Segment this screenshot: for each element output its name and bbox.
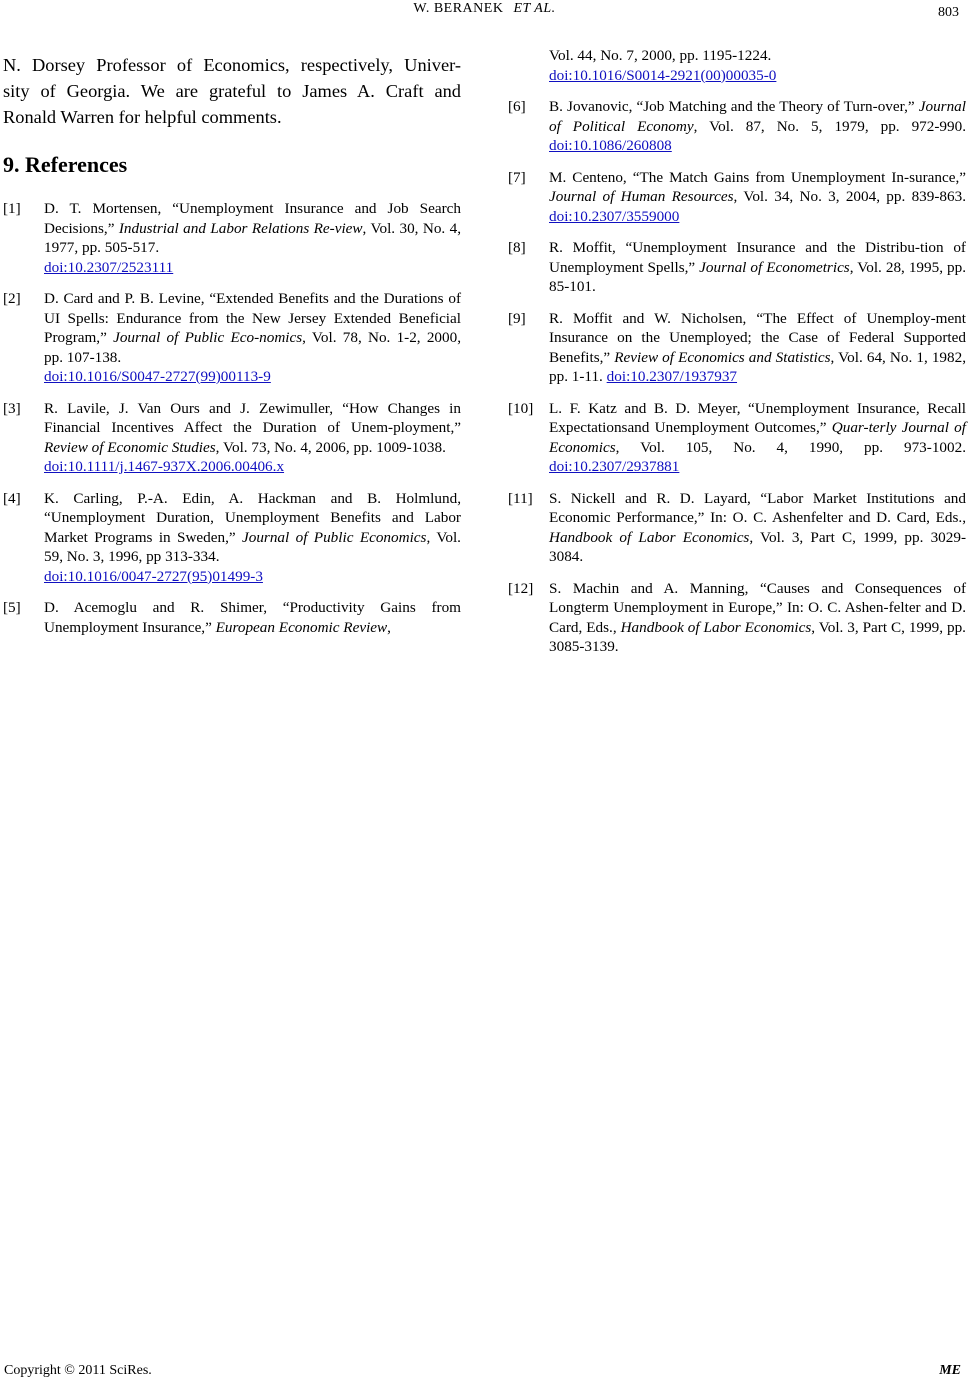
header-authors: W. BERANEK bbox=[413, 1, 504, 16]
doi-link[interactable]: doi:10.1016/S0047-2727(99)00113-9 bbox=[44, 368, 271, 385]
reference-text bbox=[549, 239, 966, 295]
reference-list-right bbox=[508, 97, 966, 657]
footer-journal: ME bbox=[939, 1363, 961, 1378]
reference-journal: European Economic Review bbox=[215, 618, 388, 636]
reference-text bbox=[549, 490, 966, 566]
reference-text bbox=[44, 490, 461, 587]
reference-number: [9] bbox=[508, 309, 526, 327]
reference-journal: Review of Economic Studies bbox=[44, 438, 216, 456]
reference-number: [2] bbox=[3, 290, 21, 307]
reference-item bbox=[508, 168, 966, 227]
running-header bbox=[0, 1, 969, 17]
reference-journal: Handbook of Labor Economics bbox=[549, 528, 750, 546]
reference-details: , Vol. 3, Part C, 1999, pp. 3085-3139. bbox=[549, 618, 966, 655]
reference-details: , Vol. 73, No. 4, 2006, pp. 1009-1038. bbox=[215, 438, 446, 456]
doi-link[interactable]: doi:10.2307/1937937 bbox=[606, 368, 738, 385]
reference-authors-title: K. Carling, P.-A. Edin, A. Hackman and B. Holmlund, “Unemployment Duration, Unemployment Benefits and Labor Market Programs in Sweden,” bbox=[44, 489, 461, 546]
reference-details: , Vol. 64, No. 1, 1982, pp. 1-11. bbox=[549, 348, 967, 385]
reference-authors-title: M. Centeno, “The Match Gains from Unemployment In-surance,” bbox=[549, 168, 966, 186]
reference-journal: Journal of Political Economy bbox=[549, 98, 966, 135]
reference-authors-title: B. Jovanovic, “Job Matching and the Theory of Turn-over,” bbox=[549, 98, 919, 115]
reference-number: [11] bbox=[508, 489, 533, 507]
ack-line: sity of Georgia. We are grateful to James A. Craft and bbox=[3, 81, 461, 101]
reference-number: [3] bbox=[3, 399, 21, 417]
reference-authors-title: D. T. Mortensen, “Unemployment Insurance and Job Search Decisions,” bbox=[44, 200, 461, 237]
reference-details: , Vol. 34, No. 3, 2004, pp. 839-863. bbox=[733, 188, 966, 205]
reference-item bbox=[3, 399, 461, 477]
reference-text bbox=[549, 169, 966, 225]
reference-item bbox=[508, 399, 966, 477]
reference-text bbox=[549, 310, 966, 386]
reference-number: [8] bbox=[508, 239, 526, 256]
reference-number: [12] bbox=[508, 579, 534, 597]
reference-text bbox=[549, 580, 966, 656]
reference-text bbox=[44, 599, 461, 636]
reference-item bbox=[3, 598, 461, 637]
reference-journal: Journal of Human Resources bbox=[549, 188, 734, 205]
reference-number: [5] bbox=[3, 599, 21, 616]
reference-item bbox=[3, 199, 461, 277]
reference-item bbox=[508, 579, 966, 657]
ref5-continuation-text: Vol. 44, No. 7, 2000, pp. 1195-1224. bbox=[549, 47, 772, 64]
reference-journal: Journal of Econometrics bbox=[699, 258, 850, 276]
left-column bbox=[3, 52, 461, 649]
reference-text bbox=[44, 400, 461, 477]
doi-link[interactable]: doi:10.1111/j.1467-937X.2006.00406.x bbox=[44, 458, 285, 475]
reference-journal: Journal of Public Eco-nomics bbox=[113, 329, 303, 346]
reference-journal: Handbook of Labor Economics bbox=[620, 618, 812, 636]
section-heading: 9. References bbox=[3, 152, 128, 177]
reference-number: [7] bbox=[508, 168, 526, 186]
page-number: 803 bbox=[938, 5, 959, 20]
reference-authors-title: S. Machin and A. Manning, “Causes and Consequences of Longterm Unemployment in Europe,” In: O. C. Ashen-felter and D. Card, Eds., bbox=[549, 579, 966, 636]
acknowledgment-paragraph bbox=[3, 52, 461, 130]
right-column bbox=[508, 46, 966, 669]
reference-number: [6] bbox=[508, 98, 526, 115]
reference-item bbox=[508, 489, 966, 567]
reference-authors-title: L. F. Katz and B. D. Meyer, “Unemployment Insurance, Recall Expectationsand Unemployment Outcomes,” bbox=[549, 399, 966, 436]
reference-authors-title: D. Card and P. B. Levine, “Extended Benefits and the Durations of UI Spells: Endurance from the New Jersey Extended Beneficial Program,” bbox=[44, 290, 461, 346]
reference-text bbox=[44, 200, 461, 277]
reference-details: , Vol. 3, Part C, 1999, pp. 3029-3084. bbox=[549, 528, 966, 565]
doi-link[interactable]: doi:10.2307/2523111 bbox=[44, 258, 174, 276]
reference-details: , Vol. 59, No. 3, 1996, pp 313-334. bbox=[44, 528, 461, 565]
reference-item bbox=[3, 489, 461, 587]
reference-journal: Industrial and Labor Relations Re-view bbox=[118, 219, 363, 237]
reference-authors-title: R. Moffit and W. Nicholsen, “The Effect of Unemploy-ment Insurance on the Unemployed; the Case of Federal Supported Benefits,” bbox=[549, 309, 966, 366]
reference-number: [1] bbox=[3, 200, 21, 217]
reference-item bbox=[3, 289, 461, 387]
reference-details: , Vol. 78, No. 1-2, 2000, pp. 107-138. bbox=[44, 329, 462, 366]
doi-link[interactable]: doi:10.2307/3559000 bbox=[549, 207, 680, 225]
doi-link[interactable]: doi:10.1016/0047-2727(95)01499-3 bbox=[44, 567, 263, 585]
ack-line: Ronald Warren for helpful comments. bbox=[3, 107, 282, 127]
doi-link[interactable]: doi:10.2307/2937881 bbox=[549, 458, 680, 475]
ack-line: N. Dorsey Professor of Economics, respectively, Univer- bbox=[3, 55, 461, 75]
reference-journal: Journal of Public Economics bbox=[242, 528, 427, 546]
reference-details: , Vol. 105, No. 4, 1990, pp. 973-1002. bbox=[615, 438, 966, 456]
reference-item bbox=[508, 97, 966, 156]
reference-authors-title: D. Acemoglu and R. Shimer, “Productivity Gains from Unemployment Insurance,” bbox=[44, 599, 461, 636]
reference-details: , Vol. 28, 1995, pp. 85-101. bbox=[549, 258, 966, 295]
doi-link[interactable]: doi:10.1086/260808 bbox=[549, 137, 672, 154]
reference-list-left bbox=[3, 199, 461, 637]
footer-copyright: Copyright © 2011 SciRes. bbox=[4, 1363, 152, 1378]
reference-text bbox=[44, 290, 461, 387]
reference-continuation bbox=[508, 46, 966, 85]
header-et-al: ET AL. bbox=[513, 1, 556, 16]
reference-journal: Review of Economics and Statistics bbox=[614, 348, 831, 366]
reference-text bbox=[549, 98, 966, 154]
reference-item bbox=[508, 309, 966, 387]
ref5-doi-link[interactable]: doi:10.1016/S0014-2921(00)00035-0 bbox=[549, 66, 777, 84]
reference-number: [10] bbox=[508, 399, 534, 417]
reference-text bbox=[549, 400, 966, 476]
reference-details: , Vol. 30, No. 4, 1977, pp. 505-517. bbox=[44, 219, 462, 256]
reference-item bbox=[508, 238, 966, 297]
reference-details: , Vol. 87, No. 5, 1979, pp. 972-990. bbox=[693, 117, 966, 135]
reference-journal: Quar-terly Journal of Economics bbox=[549, 419, 966, 456]
reference-number: [4] bbox=[3, 489, 21, 507]
reference-authors-title: R. Moffit, “Unemployment Insurance and the Distribu-tion of Unemployment Spells,” bbox=[549, 239, 966, 276]
reference-authors-title: R. Lavile, J. Van Ours and J. Zewimuller, “How Changes in Financial Incentives Affect the Duration of Unem-ployment,” bbox=[44, 399, 461, 436]
reference-details: , bbox=[387, 618, 391, 636]
reference-authors-title: S. Nickell and R. D. Layard, “Labor Market Institutions and Economic Performance,” In: O. C. Ashenfelter and D. Card, Eds., bbox=[549, 489, 966, 526]
